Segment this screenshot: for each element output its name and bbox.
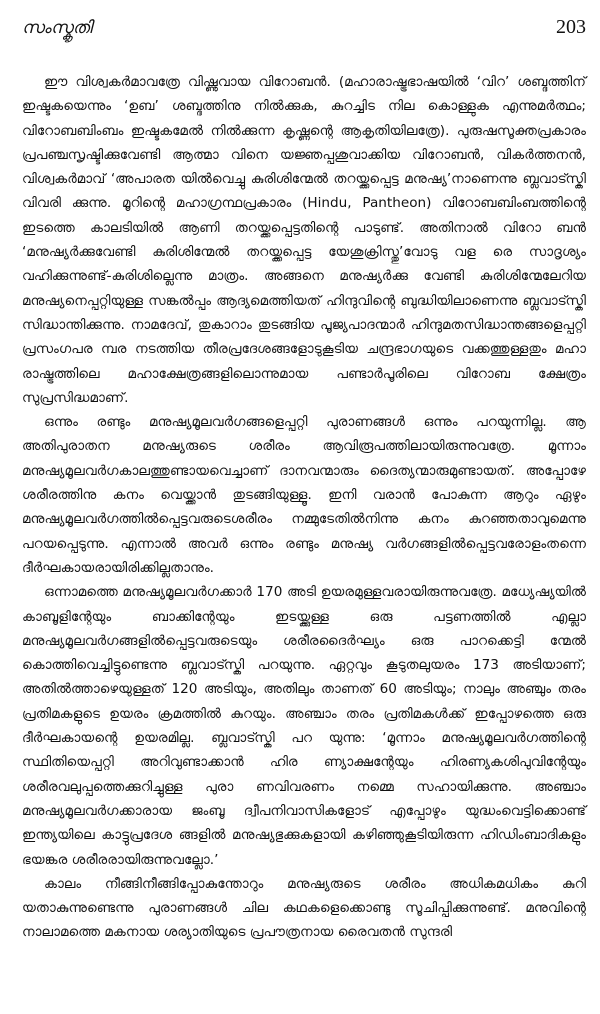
page-number: 203 — [556, 16, 586, 38]
running-head — [22, 16, 586, 50]
body-text — [22, 70, 586, 945]
paragraph: ഒന്നും രണ്ടും മനുഷ്യമൂലവർഗങ്ങളെപ്പറ്റി പുരാണങ്ങൾ ഒന്നും പറയുന്നില്ല. ആ അതിപുരാതന മനുഷ്യരുടെ ശരീരം ആവിരൂപത്തിലായിരുന്നുവത്രേ. മൂന്നാം മനുഷ്യമൂലവർഗകാലത്തുണ്ടായവെച്ചാണ് ദാനവന്മാരും ദൈത്യന്മാരുമുണ്ടായത്. അപ്പോഴേ ശരീരത്തിനു കനം വെയ്ക്കാൻ തുടങ്ങിയുള്ളൂ. ഇനി വരാൻ പോകുന്ന ആറും ഏഴും മനുഷ്യമൂലവർഗത്തിൽപ്പെട്ടവരുടെശരീരം നമ്മുടേതിൽനിന്നു കനം കുറഞ്ഞതാവുമെന്നു പറയപ്പെടുന്നു. എന്നാൽ അവർ ഒന്നും രണ്ടും മനുഷ്യ വർഗങ്ങളിൽപ്പെട്ടവരോളംതന്നെ ദീർഘകായരായിരിക്കില്ലതാനും. — [22, 414, 586, 576]
paragraph: കാലം നീങ്ങിനീങ്ങിപ്പോകുന്തോറും മനുഷ്യരുടെ ശരീരം അധികമധികം കുറി യതാകുന്നുണ്ടെന്നു പുരാണങ്ങൾ ചില കഥകളെക്കൊണ്ടു സൂചിപ്പിക്കുന്നുണ്ട്. മനുവിന്റെ നാലാമത്തെ മകനായ ശര്യാതിയുടെ പ്രപൗത്രനായ രൈവതൻ സുന്ദരി — [22, 875, 586, 941]
running-title: സംസ്കൃതി — [22, 18, 92, 38]
paragraph: ഒന്നാമത്തെ മനുഷ്യമൂലവർഗക്കാർ 170 അടി ഉയരമുള്ളവരായിരുന്നുവത്രേ. മധ്യേഷ്യയിൽ കാബൂളിന്റേയും ബാക്കിന്റേയും ഇടയ്ക്കുള്ള ഒരു പട്ടണത്തിൽ എല്ലാ മനുഷ്യമൂലവർഗങ്ങളിൽപ്പെട്ടവരുടെയും ശരീരദൈർഘ്യം ഒരു പാറക്കെട്ടി ന്മേൽ കൊത്തിവെച്ചിട്ടുണ്ടെന്നു ബ്ലവാട്സ്കി പറയുന്നു. ഏറ്റവും കൂടുതലുയരം 173 അടിയാണ്; അതിൽത്താഴെയുള്ളത് 120 അടിയും, അതിലും താണത് 60 അടിയും; നാലും അഞ്ചും തരം പ്രതിമകളുടെ ഉയരം ക്രമത്തിൽ കുറയും. അഞ്ചാം തരം പ്രതിമകൾക്ക് ഇപ്പോഴത്തെ ഒരു ദീർഘകായന്റെ ഉയരമില്ല. ബ്ലവാട്സ്കി പറ യുന്നു: ‘മൂന്നാം മനുഷ്യമൂലവർഗത്തിന്റെ സ്ഥിതിയെപ്പറ്റി അറിവുണ്ടാക്കാൻ ഹിര ണ്യാക്ഷന്റേയും ഹിരണ്യകശിപുവിന്റേയും ശരീരവലുപ്പത്തെക്കുറിച്ചുള്ള പുരാ ണവിവരണം നമ്മെ സഹായിക്കുന്നു. അഞ്ചാം മനുഷ്യമൂലവർഗക്കാരായ ജംബൂ ദ്വീപനിവാസികളോട് എപ്പോഴും യുദ്ധംവെട്ടിക്കൊണ്ട് ഇന്ത്യയിലെ കാട്ടുപ്രദേശ ങ്ങളിൽ മനുഷ്യഭുക്കുകളായി കഴിഞ്ഞുകൂടിയിരുന്ന ഹിഡിംബാദികളും ഭയങ്കര ശരീരരായിരുന്നുവല്ലോ.’ — [22, 584, 586, 868]
paragraph: ഈ വിശ്വകർമാവത്രേ വിഷ്ണുവായ വിറോബൻ. (മഹാരാഷ്ട്രഭാഷയിൽ ‘വിറ’ ശബ്ദത്തിന് ഇഷ്ടകയെന്നും ‘ഉബ’ ശബ്ദത്തിനു നിൽക്കുക, കുറച്ചിട നില കൊള്ളുക എന്നുമർത്ഥം; വിറോബബിംബം ഇഷ്ടകമേൽ നിൽക്കുന്ന കൃഷ്ണന്റെ ആകൃതിയിലത്രേ). പുരുഷസൂക്തപ്രകാരം പ്രപഞ്ചസൃഷ്ടിക്കുവേണ്ടി ആത്മാ വിനെ യജ്ഞപ്പശുവാക്കിയ വിറോബൻ, വികർത്തനൻ, വിശ്വകർമാവ് ‘അപാരത യിൽവെച്ചു കുരിശിന്മേൽ തറയ്ക്കപ്പെട്ട മനുഷ്യ’നാണെന്നു ബ്ലവാട്സ്കി വിവരി ക്കുന്നു. മൂറിന്റെ മഹാഗ്രന്ഥപ്രകാരം (Hindu, Pantheon) വിറോബബിംബത്തിന്റെ ഇടത്തെ കാലടിയിൽ ആണി തറയ്ക്കപ്പെട്ടതിന്റെ പാടുണ്ട്. അതിനാൽ വിറോ ബൻ ‘മനുഷ്യർക്കുവേണ്ടി കുരിശിന്മേൽ തറയ്ക്കപ്പെട്ട യേശുക്രിസ്തു’വോടു വള രെ സാദൃശ്യം വഹിക്കുന്നുണ്ട്-കുരിശില്ലെന്നു മാത്രം. അങ്ങനെ മനുഷ്യർക്കു വേണ്ടി കുരിശിന്മേലേറിയ മനുഷ്യനെപ്പറ്റിയുള്ള സങ്കൽപ്പം ആദ്യമെത്തിയത് ഹിന്ദുവിന്റെ ബുദ്ധിയിലാണെന്നു ബ്ലവാട്സ്കി സിദ്ധാന്തിക്കുന്നു. നാമദേവ്, തുകാറാം തുടങ്ങിയ പൂജ്യപാദന്മാർ ഹിന്ദുമതസിദ്ധാന്തങ്ങളെപ്പറ്റി പ്രസംഗപര മ്പര നടത്തിയ തീരപ്രദേശങ്ങളോടുകൂടിയ ചന്ദ്രഭാഗയുടെ വക്കത്തുള്ളതും മഹാ രാഷ്ട്രത്തിലെ മഹാക്ഷേത്രങ്ങളിലൊന്നുമായ പണ്ടാർപൂരിലെ വിറോബ ക്ഷേത്രം സുപ്രസിദ്ധമാണ്. — [22, 74, 586, 406]
